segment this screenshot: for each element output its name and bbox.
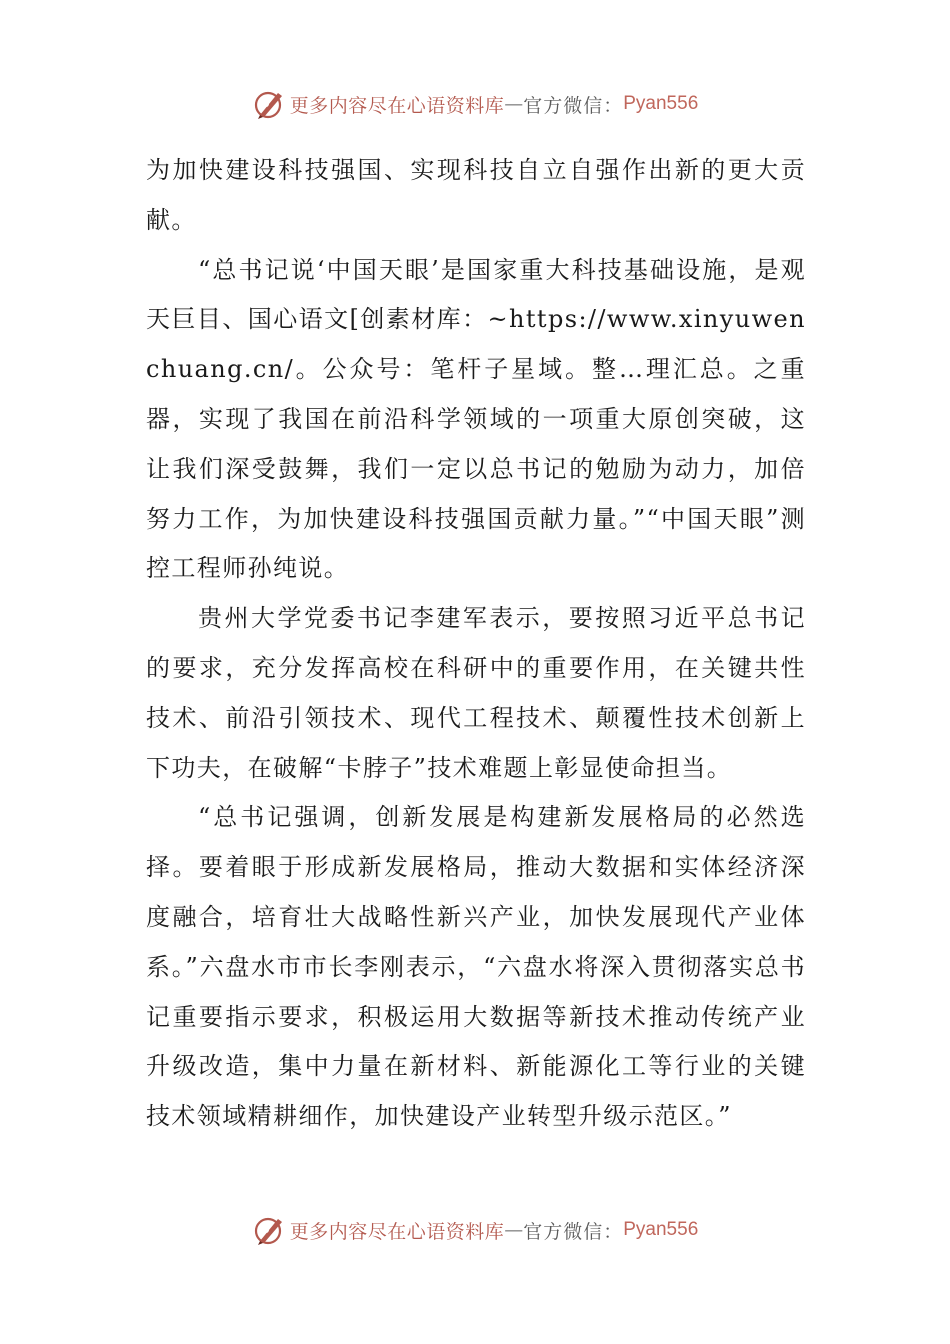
paragraph-4: “总书记强调，创新发展是构建新发展格局的必然选择。要着眼于形成新发展格局，推动大数据和实体经济深度融合，培育壮大战略性新兴产业，加快发展现代产业体系。”六盘水市市长李刚表示，“六盘水将深入贯彻落实总书记重要指示要求，积极运用大数据等新技术推动传统产业升级改造，集中力量在新材料、新能源化工等行业的关键技术领域精耕细作，加快建设产业转型升级示范区。”	[146, 803, 806, 1131]
watermark-banner	[252, 1213, 699, 1247]
watermark-official-label: 官方微信：	[523, 94, 624, 117]
watermark-dash: —	[504, 93, 524, 115]
watermark-official-label: 官方微信：	[523, 1220, 624, 1243]
watermark-wechat-id: Pyan556	[623, 1219, 699, 1240]
paragraph-2: “总书记说‘中国天眼’是国家重大科技基础设施，是观天巨目、国心语文[创素材库：~https://www.xinyuwenchuang.cn/。公众号：笔杆子星域。整…理汇总。之重器，实现了我国在前沿科学领域的一项重大原创突破，这让我们深受鼓舞，我们一定以总书记的勉励为动力，加倍努力工作，为加快建设科技强国贡献力量。”“中国天眼”测控工程师孙纯说。	[146, 255, 806, 583]
pen-logo-icon	[252, 1213, 286, 1247]
paragraph-3: 贵州大学党委书记李建军表示，要按照习近平总书记的要求，充分发挥高校在科研中的重要作用，在关键共性技术、前沿引领技术、现代工程技术、颠覆性技术创新上下功夫，在破解“卡脖子”技术难题上彰显使命担当。	[146, 604, 806, 782]
page-header	[0, 84, 950, 124]
watermark-banner	[252, 87, 699, 121]
watermark-brand: 更多内容尽在心语资料库	[289, 1220, 505, 1243]
page-footer	[0, 1210, 950, 1250]
paragraph-1: 为加快建设科技强国、实现科技自立自强作出新的更大贡献。	[146, 156, 806, 234]
watermark-wechat-id: Pyan556	[623, 93, 699, 114]
watermark-dash: —	[504, 1219, 524, 1241]
document-body	[146, 146, 806, 1142]
watermark-brand: 更多内容尽在心语资料库	[289, 94, 505, 117]
pen-logo-icon	[252, 87, 286, 121]
